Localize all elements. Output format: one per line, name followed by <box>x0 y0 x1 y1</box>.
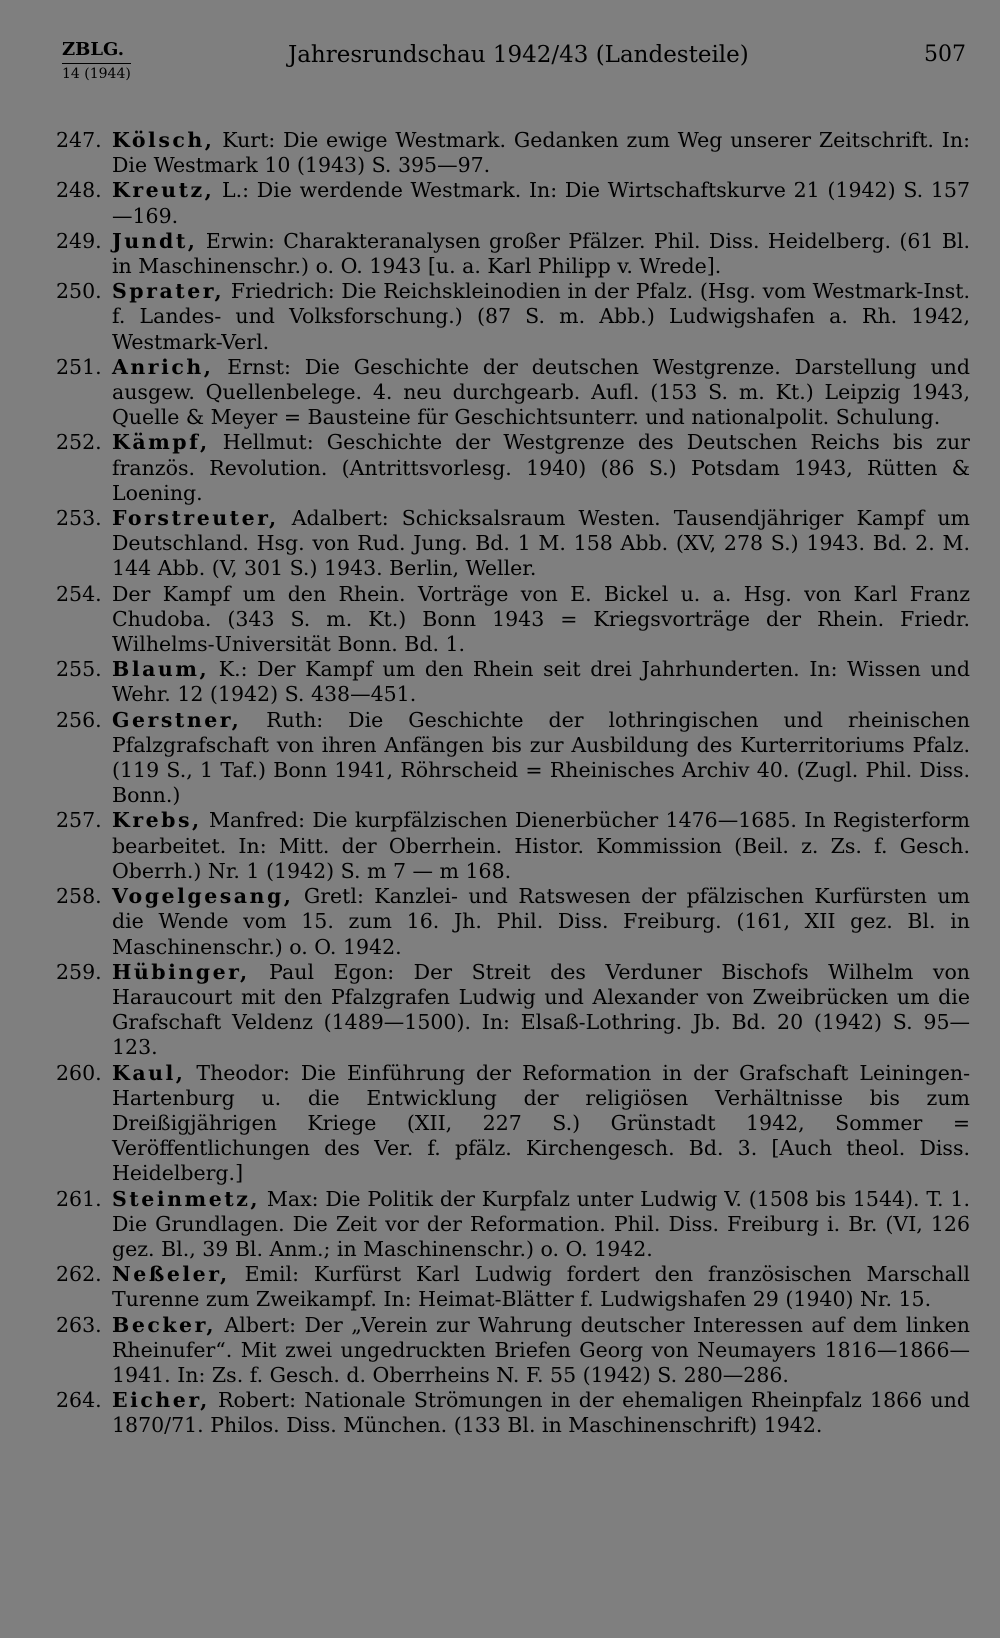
entry-text <box>112 1313 970 1389</box>
bibliography-entry <box>56 808 970 884</box>
entry-author: Sprater, <box>112 279 225 304</box>
entry-citation: Gretl: Kanzlei- und Ratswesen der pfälzischen Kurfürsten um die Wende vom 15. zum 16. Jh. Phil. Diss. Freiburg. (161, XII gez. Bl. in Maschinenschr.) o. O. 1942. <box>112 884 970 959</box>
page-header <box>56 38 970 100</box>
entry-author: Kölsch, <box>112 128 215 152</box>
entry-citation: Ernst: Die Geschichte der deutschen Westgrenze. Darstellung und ausgew. Quellenbelege. 4. neu durchgearb. Aufl. (153 S. m. Kt.) Leipzig 1943, Quelle & Meyer = Bausteine für Geschichtsunterr. und nationalpolit. Schulung. <box>112 354 970 430</box>
bibliography-entry <box>56 229 970 279</box>
bibliography-entry <box>56 178 970 228</box>
bibliography-entry <box>56 506 970 582</box>
entry-number: 259. <box>56 959 102 984</box>
entry-author: Steinmetz, <box>112 1186 260 1211</box>
entry-author: Blaum, <box>112 657 210 682</box>
page-number: 507 <box>924 42 966 67</box>
bibliography-entry <box>56 960 970 1061</box>
entry-number: 252. <box>56 430 102 455</box>
journal-volume: 14 (1944) <box>62 63 131 82</box>
entry-text <box>112 178 970 228</box>
entry-author: Kreutz, <box>112 178 215 203</box>
running-title: Jahresrundschau 1942/43 (Landesteile) <box>288 42 749 68</box>
entry-number: 264. <box>56 1388 102 1413</box>
entry-citation: Ruth: Die Geschichte der lothringischen und rheinischen Pfalzgrafschaft von ihren Anfängen bis zur Ausbildung des Kurterritoriums Pfalz. (119 S., 1 Taf.) Bonn 1941, Röhrscheid = Rheinisches Archiv 40. (Zugl. Phil. Diss. Bonn.) <box>112 707 970 808</box>
entry-author: Vogelgesang, <box>112 884 294 909</box>
entry-author: Gerstner, <box>112 707 242 732</box>
entry-author: Kaul, <box>112 1060 186 1085</box>
entry-text <box>112 355 970 431</box>
entry-author: Forstreuter, <box>112 506 279 531</box>
entry-author: Eicher, <box>112 1388 210 1413</box>
entry-number: 263. <box>56 1312 102 1337</box>
entry-number: 250. <box>56 279 102 304</box>
entry-number: 255. <box>56 657 102 682</box>
entry-number: 260. <box>56 1060 102 1085</box>
entry-number: 254. <box>56 581 102 606</box>
entry-number: 258. <box>56 884 102 909</box>
bibliography-entry <box>56 657 970 707</box>
bibliography-entry <box>56 128 970 178</box>
entry-text <box>112 582 970 658</box>
entry-author: Hübinger, <box>112 959 250 984</box>
entry-number: 257. <box>56 808 102 833</box>
entry-text <box>112 1061 970 1187</box>
journal-abbreviation: ZBLG. <box>62 39 125 60</box>
bibliography-entry <box>56 1262 970 1312</box>
entry-author: Neßeler, <box>112 1262 230 1287</box>
entry-citation: K.: Der Kampf um den Rhein seit drei Jahrhunderten. In: Wissen und Wehr. 12 (1942) S. 438—451. <box>112 657 970 707</box>
entry-text <box>112 1187 970 1263</box>
bibliography-entry <box>56 884 970 960</box>
bibliography-list <box>56 128 970 1439</box>
entry-citation: Der Kampf um den Rhein. Vorträge von E. Bickel u. a. Hsg. von Karl Franz Chudoba. (343 S. m. Kt.) Bonn 1943 = Kriegsvorträge der Rhein. Friedr. Wilhelms-Universität Bonn. Bd. 1. <box>112 581 970 657</box>
bibliography-entry <box>56 1313 970 1389</box>
entry-author: Kämpf, <box>112 430 210 455</box>
entry-text <box>112 657 970 707</box>
entry-text <box>112 506 970 582</box>
bibliography-entry <box>56 1187 970 1263</box>
entry-citation: Albert: Der „Verein zur Wahrung deutscher Interessen auf dem linken Rheinufer“. Mit zwei ungedruckten Briefen Georg von Neumayers 1816—1866—1941. In: Zs. f. Gesch. d. Oberrheins N. F. 55 (1942) S. 280—286. <box>112 1312 970 1387</box>
bibliography-entry <box>56 279 970 355</box>
entry-number: 247. <box>56 128 102 152</box>
entry-citation: Robert: Nationale Strömungen in der ehemaligen Rheinpfalz 1866 und 1870/71. Philos. Diss. München. (133 Bl. in Maschinenschrift) 1942. <box>112 1388 970 1438</box>
entry-citation: Erwin: Charakteranalysen großer Pfälzer. Phil. Diss. Heidelberg. (61 Bl. in Maschinenschr.) o. O. 1943 [u. a. Karl Philipp v. Wrede]. <box>112 228 970 279</box>
entry-author: Krebs, <box>112 808 202 833</box>
entry-citation: Kurt: Die ewige Westmark. Gedanken zum Weg unserer Zeitschrift. In: Die Westmark 10 (1943) S. 395—97. <box>112 128 970 178</box>
entry-author: Becker, <box>112 1312 217 1337</box>
entry-author: Jundt, <box>112 228 198 253</box>
entry-text <box>112 708 970 809</box>
entry-citation: Theodor: Die Einführung der Reformation in der Grafschaft Leiningen-Hartenburg u. die Entwicklung der religiösen Verhältnisse bis zum Dreißigjährigen Kriege (XII, 227 S.) Grünstadt 1942, Sommer = Veröffentlichungen des Ver. f. pfälz. Kirchengesch. Bd. 3. [Auch theol. Diss. Heidelberg.] <box>112 1060 970 1186</box>
bibliography-entry <box>56 582 970 658</box>
entry-number: 256. <box>56 707 102 732</box>
entry-text <box>112 884 970 960</box>
entry-author: Anrich, <box>112 354 214 379</box>
bibliography-entry <box>56 355 970 431</box>
bibliography-entry <box>56 708 970 809</box>
entry-number: 248. <box>56 178 102 203</box>
entry-text <box>112 279 970 355</box>
entry-citation: Emil: Kurfürst Karl Ludwig fordert den französischen Marschall Turenne zum Zweikampf. In: Heimat-Blätter f. Ludwigshafen 29 (1940) Nr. 15. <box>112 1262 970 1312</box>
entry-number: 262. <box>56 1262 102 1287</box>
entry-number: 261. <box>56 1186 102 1211</box>
entry-text <box>112 1262 970 1312</box>
bibliography-entry <box>56 1388 970 1438</box>
entry-number: 251. <box>56 354 102 379</box>
entry-text <box>112 430 970 506</box>
entry-citation: Friedrich: Die Reichskleinodien in der Pfalz. (Hsg. vom Westmark-Inst. f. Landes- und Volksforschung.) (87 S. m. Abb.) Ludwigshafen a. Rh. 1942, Westmark-Verl. <box>112 279 970 354</box>
entry-citation: Paul Egon: Der Streit des Verduner Bischofs Wilhelm von Haraucourt mit den Pfalzgrafen Ludwig und Alexander von Zweibrücken um die Grafschaft Veldenz (1489—1500). In: Elsaß-Lothring. Jb. Bd. 20 (1942) S. 95—123. <box>112 959 970 1060</box>
entry-citation: Max: Die Politik der Kurpfalz unter Ludwig V. (1508 bis 1544). T. 1. Die Grundlagen. Die Zeit vor der Reformation. Phil. Diss. Freiburg i. Br. (VI, 126 gez. Bl., 39 Bl. Anm.; in Maschinenschr.) o. O. 1942. <box>112 1186 970 1261</box>
entry-text <box>112 229 970 279</box>
entry-citation: L.: Die werdende Westmark. In: Die Wirtschaftskurve 21 (1942) S. 157—169. <box>112 178 970 228</box>
entry-number: 253. <box>56 506 102 531</box>
entry-text <box>112 128 970 178</box>
entry-citation: Hellmut: Geschichte der Westgrenze des Deutschen Reichs bis zur französ. Revolution. (Antrittsvorlesg. 1940) (86 S.) Potsdam 1943, Rütten & Loening. <box>112 430 970 505</box>
entry-text <box>112 808 970 884</box>
entry-citation: Adalbert: Schicksalsraum Westen. Tausendjähriger Kampf um Deutschland. Hsg. von Rud. Jung. Bd. 1 M. 158 Abb. (XV, 278 S.) 1943. Bd. 2. M. 144 Abb. (V, 301 S.) 1943. Berlin, Weller. <box>112 506 970 581</box>
bibliography-entry <box>56 1061 970 1187</box>
bibliography-entry <box>56 430 970 506</box>
entry-number: 249. <box>56 228 102 253</box>
entry-citation: Manfred: Die kurpfälzischen Dienerbücher 1476—1685. In Registerform bearbeitet. In: Mitt. der Oberrhein. Histor. Kommission (Beil. z. Zs. f. Gesch. Oberrh.) Nr. 1 (1942) S. m 7 — m 168. <box>112 808 970 883</box>
entry-text <box>112 960 970 1061</box>
entry-text <box>112 1388 970 1438</box>
